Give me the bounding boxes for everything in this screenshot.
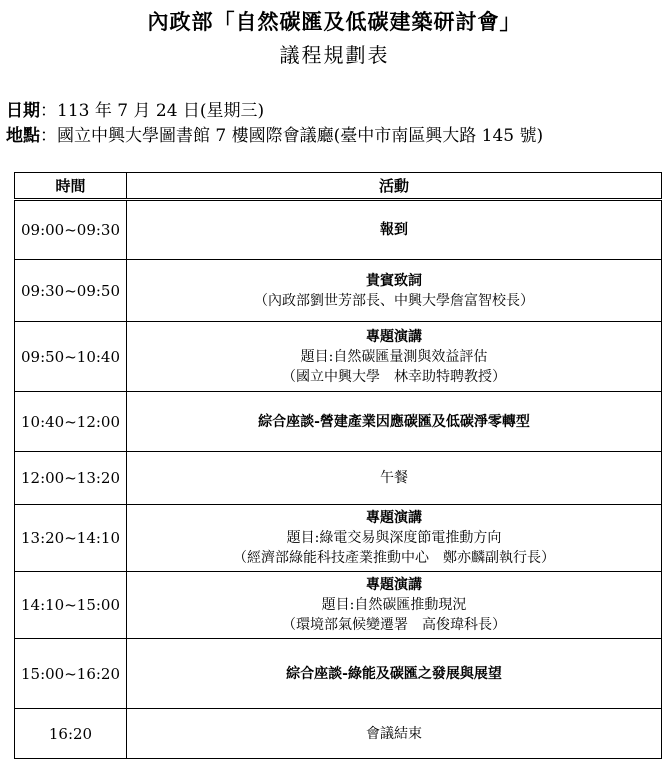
table-row [15, 260, 662, 322]
activity-detail: 午餐 [380, 470, 408, 486]
activity-cell [127, 452, 662, 505]
activity-title: 專題演講 [366, 510, 422, 526]
time-cell: 09:50~10:40 [15, 322, 127, 392]
activity-detail: 題目:自然碳匯量測與效益評估 [300, 348, 488, 365]
activity-cell [127, 572, 662, 639]
table-row [15, 709, 662, 759]
page-title: 內政部「自然碳匯及低碳建築研討會」 [147, 9, 522, 34]
table-row [15, 322, 662, 392]
agenda-table [14, 172, 662, 759]
time-cell: 12:00~13:20 [15, 452, 127, 505]
activity-title: 專題演講 [366, 577, 422, 593]
time-cell: 16:20 [15, 709, 127, 759]
table-row [15, 572, 662, 639]
activity-title: 綜合座談-營建產業因應碳匯及低碳淨零轉型 [258, 413, 530, 430]
activity-cell [127, 709, 662, 759]
column-header-activity: 活動 [127, 173, 662, 200]
date-label: 日期 [6, 101, 40, 121]
activity-title: 專題演講 [366, 328, 422, 345]
time-cell: 09:30~09:50 [15, 260, 127, 322]
place-value: ：國立中興大學圖書館 7 樓國際會議廳(臺中市南區興大路 145 號) [40, 126, 544, 146]
table-row [15, 452, 662, 505]
activity-detail: 題目:自然碳匯推動現況 [321, 597, 467, 613]
time-cell: 09:00~09:30 [15, 200, 127, 260]
time-cell: 14:10~15:00 [15, 572, 127, 639]
place-line [6, 121, 543, 146]
activity-title: 報到 [380, 222, 408, 238]
activity-cell [127, 392, 662, 452]
activity-detail: 會議結束 [366, 725, 422, 742]
activity-cell [127, 505, 662, 572]
table-header-row [15, 173, 662, 200]
column-header-time: 時間 [15, 173, 127, 200]
page-subtitle: 議程規劃表 [279, 43, 390, 67]
activity-title: 綜合座談-綠能及碳匯之發展與展望 [286, 665, 502, 682]
agenda-body [15, 200, 662, 759]
activity-cell [127, 322, 662, 392]
date-line [6, 96, 264, 121]
activity-cell [127, 639, 662, 709]
table-row [15, 505, 662, 572]
table-row [15, 392, 662, 452]
activity-title: 貴賓致詞 [366, 272, 422, 289]
activity-detail: （內政部劉世芳部長、中興大學詹富智校長） [254, 292, 534, 309]
activity-detail: （經濟部綠能科技產業推動中心 鄭亦麟副執行長） [233, 550, 555, 566]
date-value: ：113 年 7 月 24 日(星期三) [40, 101, 265, 121]
table-row [15, 639, 662, 709]
place-label: 地點 [6, 126, 40, 146]
activity-cell [127, 260, 662, 322]
activity-detail: （環境部氣候變遷署 高俊瑋科長） [282, 617, 506, 633]
table-row [15, 200, 662, 260]
activity-cell [127, 200, 662, 260]
time-cell: 13:20~14:10 [15, 505, 127, 572]
activity-detail: （國立中興大學 林幸助特聘教授） [282, 368, 506, 385]
activity-detail: 題目:綠電交易與深度節電推動方向 [286, 530, 502, 546]
time-cell: 15:00~16:20 [15, 639, 127, 709]
time-cell: 10:40~12:00 [15, 392, 127, 452]
